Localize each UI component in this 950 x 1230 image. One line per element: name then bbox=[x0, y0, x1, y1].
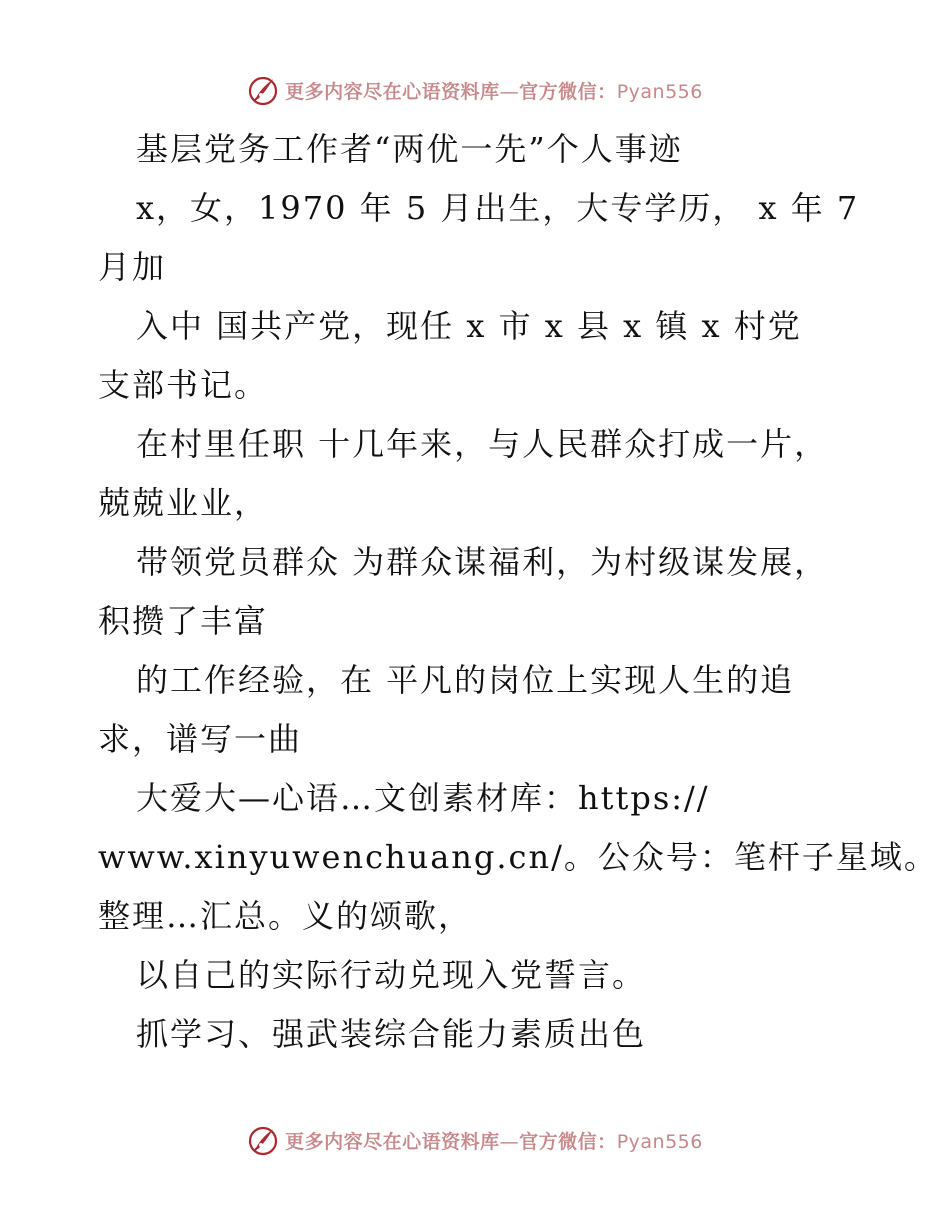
text-line: 整理…汇总。义的颂歌， bbox=[98, 897, 473, 935]
text-line: 抓学习、强武装综合能力素质出色 bbox=[136, 1015, 647, 1053]
footer-banner-content bbox=[247, 1124, 703, 1156]
text-line: 月加 bbox=[98, 248, 167, 286]
text-line: 大爱大—心语…文创素材库：https:// bbox=[136, 779, 710, 817]
text-line: 入中 国共产党，现任 x 市 x 县 x 镇 x 村党 bbox=[136, 307, 802, 345]
text-line: 求，谱写一曲 bbox=[98, 720, 303, 758]
banner-text bbox=[285, 1127, 703, 1154]
banner-separator: — bbox=[499, 80, 520, 103]
banner-wechat-label: 官方微信： bbox=[519, 80, 617, 103]
text-line: 的工作经验，在 平凡的岗位上实现人生的追 bbox=[136, 661, 795, 699]
banner-wechat-id: Pyan556 bbox=[616, 80, 703, 103]
text-line: 兢兢业业， bbox=[98, 484, 269, 522]
quill-pen-seal-icon bbox=[247, 74, 279, 106]
header-banner-content bbox=[247, 74, 703, 106]
banner-wechat-id: Pyan556 bbox=[616, 1130, 703, 1153]
footer-banner bbox=[0, 1120, 950, 1160]
text-line: 积攒了丰富 bbox=[98, 602, 269, 640]
document-title: 基层党务工作者“两优一先”个人事迹 bbox=[136, 130, 683, 168]
banner-wechat-label: 官方微信： bbox=[519, 1130, 617, 1153]
text-line: 以自己的实际行动兑现入党誓言。 bbox=[136, 956, 647, 994]
quill-pen-seal-icon bbox=[247, 1124, 279, 1156]
text-line: www.xinyuwenchuang.cn/。公众号：笔杆子星域。 bbox=[98, 838, 938, 876]
text-line: 支部书记。 bbox=[98, 366, 269, 404]
text-line: 在村里任职 十几年来，与人民群众打成一片， bbox=[136, 425, 829, 463]
document-body bbox=[98, 120, 938, 1064]
banner-primary-text: 更多内容尽在心语资料库 bbox=[285, 1130, 500, 1153]
text-line: x，女，1970 年 5 月出生，大专学历， x 年 7 bbox=[136, 189, 860, 227]
banner-primary-text: 更多内容尽在心语资料库 bbox=[285, 80, 500, 103]
header-banner bbox=[0, 70, 950, 110]
text-line: 带领党员群众 为群众谋福利，为村级谋发展， bbox=[136, 543, 829, 581]
banner-separator: — bbox=[499, 1130, 520, 1153]
banner-text bbox=[285, 77, 703, 104]
